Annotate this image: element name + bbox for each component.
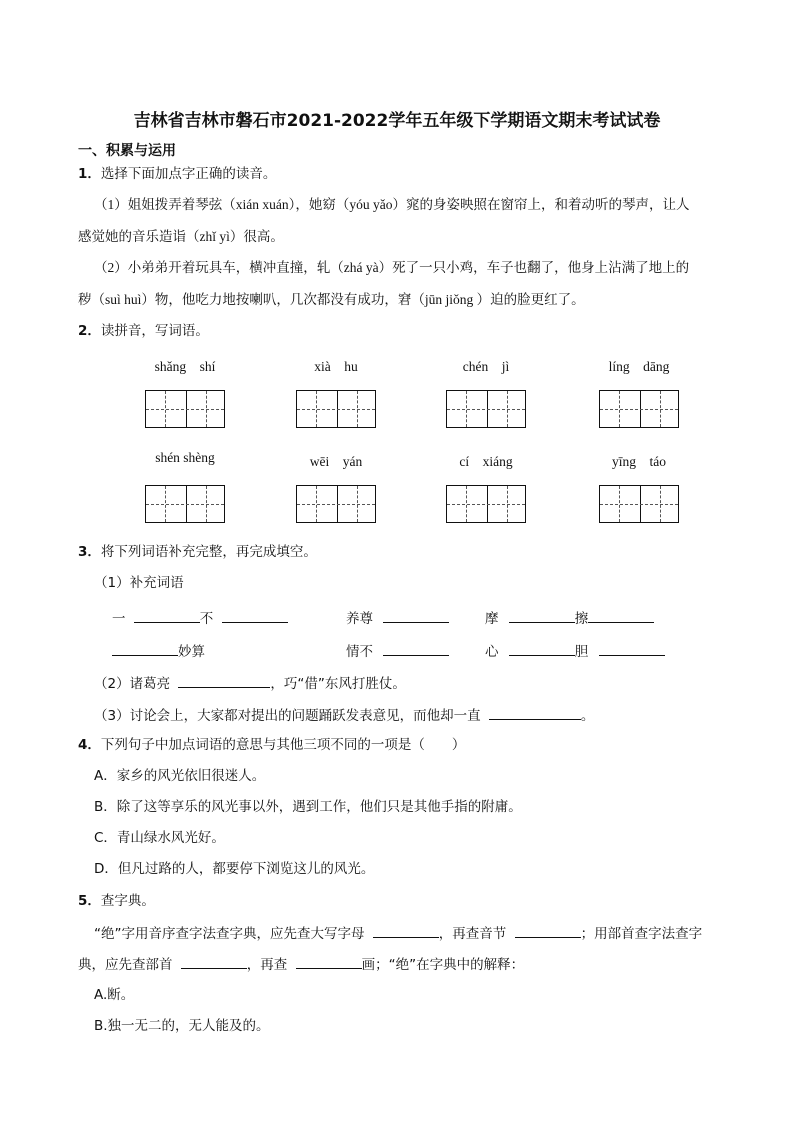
q4-option-d[interactable]: D．但凡过路的人，都要停下浏览这儿的风光。 (94, 861, 375, 877)
q4-option-b[interactable]: B．除了这等享乐的风光事以外，遇到工作，他们只是其他手指的附庸。 (94, 799, 522, 815)
question-stem: 下列句子中加点词语的意思与其他三项不同的一项是（ ） (100, 737, 466, 753)
q5-line-2: 典，应先查部首 ，再查 画；“绝”在字典中的解释： (78, 953, 524, 975)
answer-blank[interactable] (383, 607, 449, 623)
answer-blank[interactable] (509, 640, 575, 656)
q1-paragraph-2-line-1: （2）小弟弟开着玩具车，横冲直撞，轧（zhá yà）死了一只小鸡，车子也翻了，他身上沾满了地上的 (94, 260, 690, 275)
pinyin-label: chén jì (462, 359, 510, 374)
writing-grid-box[interactable] (296, 485, 376, 523)
q5-option-a: A.断。 (94, 987, 135, 1003)
q3-sub-1: （1）补充词语 (94, 575, 184, 591)
pinyin-label: shén shèng (155, 450, 215, 465)
question-4 (78, 735, 465, 755)
idiom-fill-5: 情不 (346, 640, 449, 662)
answer-blank[interactable] (222, 607, 288, 623)
page-title: 吉林省吉林市磐石市2021-2022学年五年级下学期语文期末考试试卷 (133, 111, 661, 131)
q1-paragraph-1-line-1: （1）姐姐拨弄着琴弦（xián xuán），她窈（yóu yǎo）窕的身姿映照在窗帘上，和着动听的琴声，让人 (94, 197, 690, 212)
answer-blank[interactable] (509, 607, 575, 623)
pinyin-label: xià hu (314, 359, 358, 374)
q5-line-1: “绝”字用音序查字法查字典，应先查大写字母 ，再查音节 ；用部首查字法查字 (94, 922, 702, 944)
answer-blank[interactable] (588, 607, 654, 623)
writing-grid-box[interactable] (599, 485, 679, 523)
writing-grid-box[interactable] (446, 390, 526, 428)
question-3 (78, 542, 317, 562)
answer-blank[interactable] (296, 953, 362, 969)
question-number: 2． (78, 323, 101, 339)
section-heading: 一、积累与运用 (78, 143, 176, 159)
question-number: 3． (78, 544, 101, 560)
idiom-fill-2: 养尊 (346, 607, 449, 629)
question-number: 5． (78, 893, 101, 909)
q4-option-c[interactable]: C．青山绿水风光好。 (94, 830, 225, 846)
answer-blank[interactable] (134, 607, 200, 623)
question-number: 1． (78, 166, 101, 182)
answer-blank[interactable] (599, 640, 665, 656)
question-stem: 将下列词语补充完整，再完成填空。 (100, 544, 317, 560)
writing-grid-box[interactable] (145, 485, 225, 523)
question-stem: 查字典。 (100, 893, 155, 909)
pinyin-label: cí xiáng (459, 454, 513, 469)
pinyin-label: líng dāng (608, 359, 670, 374)
question-number: 4． (78, 737, 101, 753)
q5-option-b: B.独一无二的，无人能及的。 (94, 1018, 270, 1034)
q3-sub-3: （3）讨论会上，大家都对提出的问题踊跃发表意见，而他却一直 。 (94, 704, 594, 726)
writing-grid-box[interactable] (145, 390, 225, 428)
q1-paragraph-1-line-2: 感觉她的音乐造诣（zhǐ yì）很高。 (78, 229, 284, 244)
question-2 (78, 321, 209, 341)
q1-paragraph-2-line-2: 秽（suì huì）物，他吃力地按喇叭，几次都没有成功，窘（jūn jiǒng ）迫的脸更红了。 (78, 292, 585, 307)
writing-grid-box[interactable] (296, 390, 376, 428)
idiom-fill-6: 心 胆 (485, 640, 665, 662)
answer-blank[interactable] (178, 672, 270, 688)
pinyin-label: yīng táo (612, 454, 666, 469)
answer-blank[interactable] (515, 922, 581, 938)
answer-blank[interactable] (489, 704, 581, 720)
pinyin-label: wēi yán (309, 454, 363, 469)
idiom-fill-4: 妙算 (112, 640, 205, 662)
answer-blank[interactable] (383, 640, 449, 656)
idiom-fill-3: 摩 擦 (485, 607, 654, 629)
answer-blank[interactable] (112, 640, 178, 656)
pinyin-label: shǎng shí (154, 359, 216, 374)
question-5 (78, 891, 155, 911)
question-stem: 读拼音，写词语。 (100, 323, 209, 339)
writing-grid-box[interactable] (446, 485, 526, 523)
answer-blank[interactable] (181, 953, 247, 969)
question-1 (78, 164, 276, 184)
q4-option-a[interactable]: A．家乡的风光依旧很迷人。 (94, 768, 266, 784)
q3-sub-2: （2）诸葛亮 ，巧“借”东风打胜仗。 (94, 672, 406, 694)
idiom-fill-1: 一 不 (112, 607, 288, 629)
writing-grid-box[interactable] (599, 390, 679, 428)
answer-blank[interactable] (373, 922, 439, 938)
question-stem: 选择下面加点字正确的读音。 (100, 166, 277, 182)
